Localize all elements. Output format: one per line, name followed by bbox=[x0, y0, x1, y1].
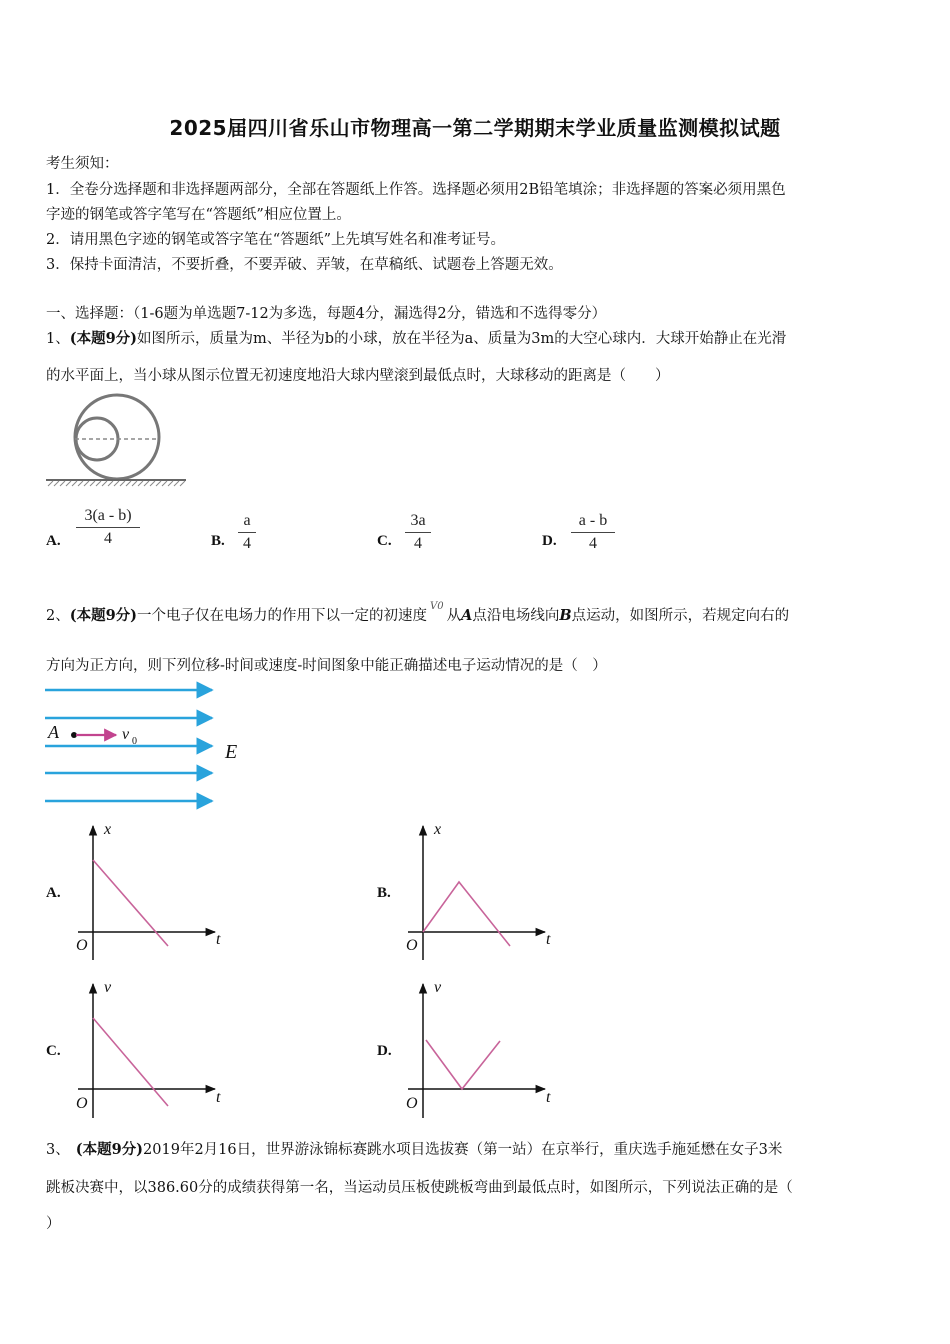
axis-label-y: v bbox=[434, 979, 442, 996]
question-2-line2: 方向为正方向，则下列位移-时间或速度-时间图象中能正确描述电子运动情况的是（ ） bbox=[46, 658, 607, 674]
question-3-line2: 跳板决赛中，以386.60分的成绩获得第一名，当运动员压板使跳板弯曲到最低点时，如图所示，下列说法正确的是（ bbox=[46, 1180, 793, 1196]
axis-label-y: x bbox=[434, 821, 442, 838]
question-1-line1 bbox=[46, 327, 786, 348]
q2-graph-a[interactable] bbox=[70, 818, 230, 963]
graph-line bbox=[426, 1040, 500, 1089]
axis-label-x: t bbox=[546, 1089, 551, 1106]
q2-text-a: 一个电子仅在电场力的作用下以一定的初速度 bbox=[137, 608, 428, 624]
origin-label: O bbox=[76, 1095, 88, 1112]
q1-option-c-fraction[interactable] bbox=[405, 512, 431, 553]
q1-score: (本题9分) bbox=[69, 330, 138, 347]
q3-prefix: 3、 bbox=[46, 1142, 70, 1158]
q2-text-d: 点运动，如图所示，若规定向右的 bbox=[571, 608, 790, 624]
notice-item: 3．保持卡面清洁，不要折叠，不要弄破、弄皱，在草稿纸、试题卷上答题无效。 bbox=[46, 257, 563, 273]
question-3-line3: ） bbox=[46, 1216, 61, 1232]
section-heading: 一、选择题：（1-6题为单选题7-12为多选，每题4分，漏选得2分，错选和不选得零分） bbox=[46, 306, 607, 322]
origin-label: O bbox=[406, 937, 418, 954]
q2-option-d-label[interactable]: D. bbox=[377, 1043, 392, 1059]
fraction-denominator: 4 bbox=[104, 530, 112, 547]
page-title: 2025届四川省乐山市物理高一第二学期期末学业质量监测模拟试题 bbox=[169, 116, 781, 140]
axis-label-x: t bbox=[546, 931, 551, 948]
q2-score: (本题9分) bbox=[69, 607, 138, 624]
q3-score: (本题9分) bbox=[75, 1141, 144, 1158]
q1-option-a-fraction[interactable] bbox=[76, 507, 140, 548]
field-label-v-sub: 0 bbox=[132, 736, 137, 747]
notice-item: 字迹的钢笔或答字笔写在“答题纸”相应位置上。 bbox=[46, 207, 351, 223]
q1-option-d-label[interactable]: D. bbox=[542, 533, 557, 549]
q2-option-a-label[interactable]: A. bbox=[46, 885, 61, 901]
axis-label-y: x bbox=[104, 821, 112, 838]
q1-option-c-label[interactable]: C. bbox=[377, 533, 392, 549]
question-3-line1 bbox=[46, 1138, 782, 1159]
fraction-numerator: a - b bbox=[571, 512, 615, 533]
graph-line bbox=[93, 860, 168, 946]
q2-v0-symbol: V0 bbox=[430, 601, 444, 612]
q1-option-d-fraction[interactable] bbox=[571, 512, 615, 553]
q1-option-a-label[interactable]: A. bbox=[46, 533, 61, 549]
fraction-denominator: 4 bbox=[414, 535, 422, 552]
q2-prefix: 2、 bbox=[46, 608, 70, 624]
notice-item: 1．全卷分选择题和非选择题两部分，全部在答题纸上作答。选择题必须用2B铅笔填涂；非选择题的答案必须用黑色 bbox=[46, 182, 786, 198]
axis-label-y: v bbox=[104, 979, 112, 996]
origin-label: O bbox=[406, 1095, 418, 1112]
q2-graph-b[interactable] bbox=[400, 818, 560, 963]
fraction-numerator: 3(a - b) bbox=[76, 507, 140, 528]
origin-label: O bbox=[76, 937, 88, 954]
q2-graph-c[interactable] bbox=[70, 976, 230, 1121]
field-label-v: v bbox=[122, 726, 130, 743]
q2-text-b: 从 bbox=[446, 608, 462, 624]
axis-label-x: t bbox=[216, 1089, 221, 1106]
fraction-numerator: 3a bbox=[405, 512, 431, 533]
fraction-numerator: a bbox=[238, 512, 256, 533]
field-label-e: E bbox=[225, 741, 238, 763]
q2-point-a: A bbox=[461, 607, 473, 624]
q2-option-b-label[interactable]: B. bbox=[377, 885, 391, 901]
question-2-line1 bbox=[46, 601, 790, 625]
q2-option-c-label[interactable]: C. bbox=[46, 1043, 61, 1059]
question-1-line2: 的水平面上，当小球从图示位置无初速度地沿大球内壁滚到最低点时，大球移动的距离是（ ） bbox=[46, 368, 670, 384]
fraction-denominator: 4 bbox=[589, 535, 597, 552]
fraction-denominator: 4 bbox=[243, 535, 251, 552]
electric-field-figure bbox=[40, 678, 260, 810]
q1-option-b-fraction[interactable] bbox=[238, 512, 256, 553]
q1-sphere-figure bbox=[44, 392, 190, 492]
q3-text: 2019年2月16日，世界游泳锦标赛跳水项目选拔赛（第一站）在京举行，重庆选手施延懋在女子3米 bbox=[143, 1142, 783, 1158]
field-label-a: A bbox=[48, 722, 59, 742]
axis-label-x: t bbox=[216, 931, 221, 948]
q2-point-b: B bbox=[559, 607, 572, 624]
q1-option-b-label[interactable]: B. bbox=[211, 533, 225, 549]
graph-line bbox=[93, 1018, 168, 1106]
q2-text-c: 点沿电场线向 bbox=[472, 608, 560, 624]
q2-graph-d[interactable] bbox=[400, 976, 560, 1121]
notice-item: 2．请用黑色字迹的钢笔或答字笔在“答题纸”上先填写姓名和准考证号。 bbox=[46, 232, 506, 248]
q1-text: 如图所示，质量为m、半径为b的小球，放在半径为a、质量为3m的大空心球内．大球开始静止在光滑 bbox=[137, 331, 787, 347]
graph-line bbox=[423, 882, 510, 946]
q1-prefix: 1、 bbox=[46, 331, 70, 347]
notice-heading: 考生须知： bbox=[46, 156, 119, 172]
